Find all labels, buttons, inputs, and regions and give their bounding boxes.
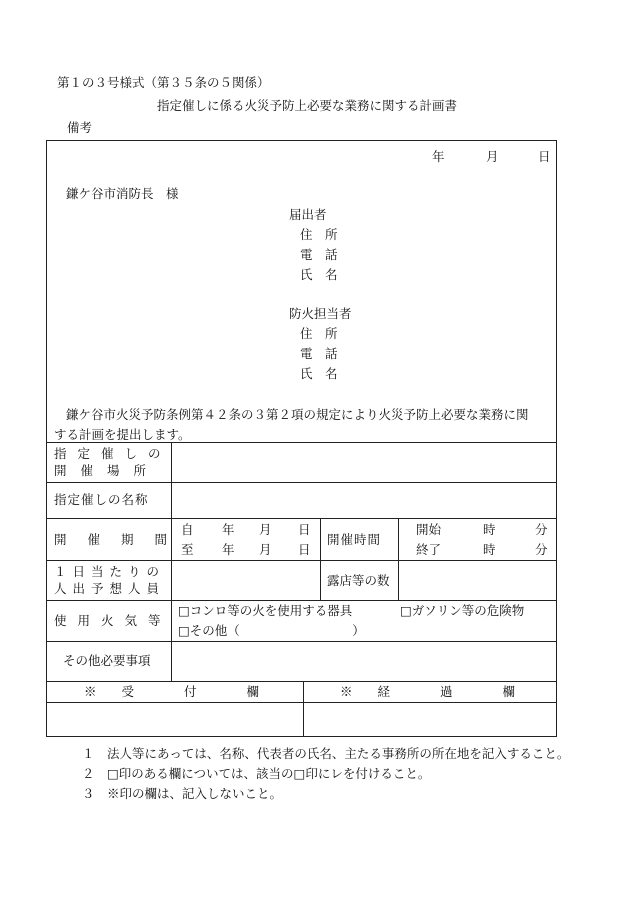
period-label: 開催期間	[54, 532, 189, 547]
venue-label-line2: 開催場所	[54, 463, 161, 478]
remarks-label: 備考	[67, 120, 93, 135]
event-name-label: 指定催しの名称	[54, 492, 149, 507]
col-divider	[320, 518, 321, 600]
row-divider	[46, 560, 557, 561]
other-label: その他必要事項	[63, 653, 151, 668]
row-divider	[46, 442, 557, 443]
col-divider	[398, 518, 399, 600]
period-to-day: 日	[298, 542, 311, 557]
row-divider	[46, 702, 557, 703]
applicant-phone: 電 話	[300, 247, 338, 262]
applicant-address: 住 所	[300, 227, 338, 242]
row-divider	[46, 518, 557, 519]
date-year: 年	[432, 149, 445, 164]
period-from-year: 年	[222, 522, 235, 537]
time-label: 開催時間	[327, 532, 382, 547]
date-day: 日	[538, 149, 551, 164]
col-divider	[171, 442, 172, 681]
col-divider	[303, 681, 304, 737]
addressee: 鎌ケ谷市消防長 様	[66, 186, 179, 201]
fire-option-hazardous[interactable]: □ガソリン等の危険物	[400, 603, 525, 618]
fire-officer-address: 住 所	[300, 326, 338, 341]
form-number: 第１の３号様式（第３５条の５関係）	[57, 75, 270, 90]
venue-label-line1: 指定催しの	[54, 446, 172, 461]
time-end-minute: 分	[535, 542, 548, 557]
form-title: 指定催しに係る火災予防上必要な業務に関する計画書	[157, 98, 458, 113]
note-2: ２ □印のある欄については、該当の□印にレを付けること。	[82, 766, 431, 781]
period-from-month: 月	[259, 522, 272, 537]
fire-option-stove[interactable]: □コンロ等の火を使用する器具	[178, 603, 353, 618]
note-3: ３ ※印の欄は、記入しないこと。	[82, 786, 283, 801]
period-to-month: 月	[259, 542, 272, 557]
reception-label: ※ 受 付 欄	[84, 684, 260, 699]
time-start-minute: 分	[535, 522, 548, 537]
time-start: 開始	[416, 522, 442, 537]
statement-line2: する計画を提出します。	[54, 427, 191, 442]
period-to: 至	[181, 542, 194, 557]
fire-option-other[interactable]: □その他（ ）	[178, 623, 365, 638]
fire-use-label: 使用火気等	[54, 613, 172, 628]
row-divider	[46, 482, 557, 483]
row-divider	[46, 641, 557, 642]
applicant-name: 氏 名	[300, 267, 338, 282]
attendees-label-line1: １日当たりの	[54, 564, 166, 579]
fire-officer-name: 氏 名	[300, 366, 338, 381]
time-end: 終了	[416, 542, 442, 557]
applicant-label: 届出者	[289, 207, 327, 222]
note-1: １ 法人等にあっては、名称、代表者の氏名、主たる事務所の所在地を記入すること。	[82, 746, 570, 761]
period-from: 自	[181, 522, 194, 537]
progress-label: ※ 経 過 欄	[340, 684, 516, 699]
fire-officer-label: 防火担当者	[289, 306, 352, 321]
time-start-hour: 時	[483, 522, 496, 537]
date-month: 月	[486, 149, 499, 164]
fire-officer-phone: 電 話	[300, 346, 338, 361]
period-from-day: 日	[298, 522, 311, 537]
period-to-year: 年	[222, 542, 235, 557]
attendees-label-line2: 人出予想人員	[54, 581, 166, 596]
time-end-hour: 時	[483, 542, 496, 557]
stalls-label: 露店等の数	[327, 573, 390, 588]
statement-line1: 鎌ケ谷市火災予防条例第４２条の３第２項の規定により火災予防上必要な業務に関	[66, 407, 529, 422]
